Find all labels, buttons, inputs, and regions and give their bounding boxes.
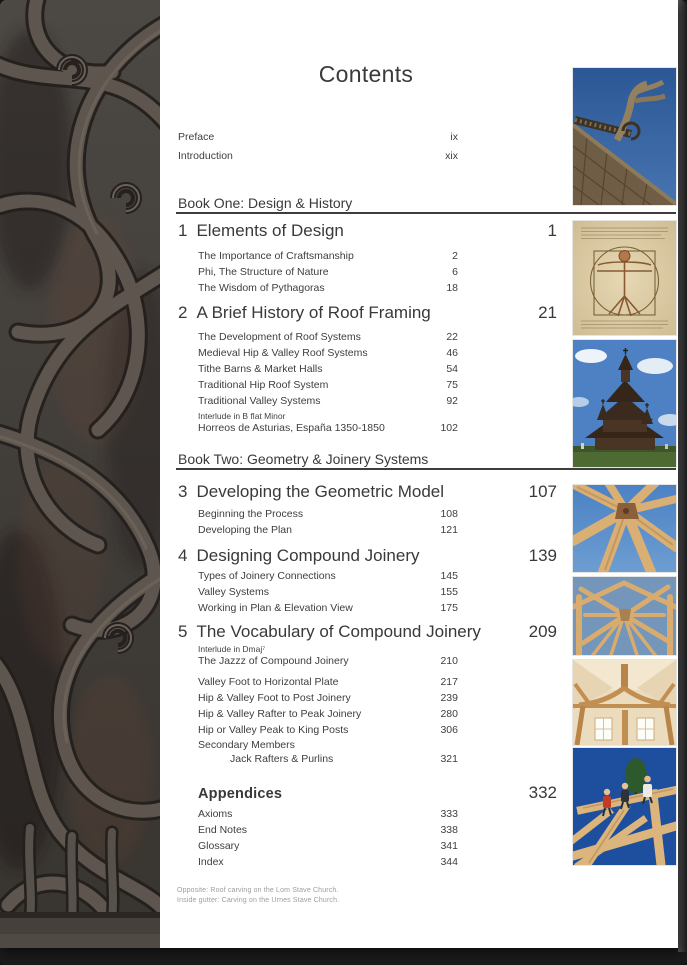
toc-page-number: 210 — [440, 655, 458, 667]
wood-carving-art — [0, 0, 160, 948]
toc-label: Working in Plan & Elevation View — [198, 602, 353, 614]
contents-page — [160, 0, 678, 948]
toc-page-number: 280 — [440, 708, 458, 720]
chapter-3-items — [178, 506, 458, 538]
toc-page-number: 6 — [452, 266, 458, 278]
toc-row — [178, 248, 458, 264]
toc-label: Jack Rafters & Purlins — [230, 753, 334, 765]
appendices-title: Appendices — [198, 786, 283, 802]
toc-label: The Development of Roof Systems — [198, 331, 361, 343]
toc-row — [178, 600, 458, 616]
toc-row — [178, 128, 458, 147]
toc-row — [178, 806, 458, 822]
toc-label: Horreos de Asturias, España 1350-1850 — [198, 422, 385, 434]
toc-page-number: 2 — [452, 250, 458, 262]
toc-page-number: 344 — [440, 856, 458, 868]
page-edge-shadow — [678, 0, 687, 952]
toc-row — [178, 722, 458, 738]
toc-label: Secondary Members — [198, 739, 295, 751]
toc-row — [178, 854, 458, 870]
toc-page-number: 145 — [440, 570, 458, 582]
toc-row — [178, 393, 458, 409]
toc-label: The Importance of Craftsmanship — [198, 250, 354, 262]
toc-row — [178, 361, 458, 377]
toc-page-number: 22 — [446, 331, 458, 343]
toc-label: Valley Foot to Horizontal Plate — [198, 676, 339, 688]
chapter-5-items — [178, 644, 458, 766]
toc-label: Preface — [178, 131, 215, 143]
toc-page-number: 333 — [440, 808, 458, 820]
thumb-timber-interior — [573, 660, 676, 745]
toc-page-number: 46 — [446, 347, 458, 359]
thumb-stave-church — [573, 340, 676, 467]
toc-label: Traditional Hip Roof System — [198, 379, 329, 391]
toc-row — [178, 377, 458, 393]
toc-row — [178, 264, 458, 280]
toc-row — [178, 422, 458, 435]
chapter-title: Developing the Geometric Model — [196, 482, 445, 501]
section-rule — [176, 212, 676, 214]
thumb-peak-joinery — [573, 485, 676, 572]
section-rule — [176, 468, 676, 470]
chapter-2-heading — [178, 302, 557, 323]
chapter-number: 2 — [178, 303, 188, 322]
thumb-vitruvian-man — [573, 221, 676, 335]
interlude-note: Interlude in B flat Minor — [198, 411, 286, 421]
toc-row — [178, 752, 458, 766]
toc-label: Hip or Valley Peak to King Posts — [198, 724, 349, 736]
chapter-page-number: 21 — [538, 303, 557, 322]
chapter-title: A Brief History of Roof Framing — [196, 303, 431, 322]
toc-page-number: 175 — [440, 602, 458, 614]
toc-page-number: 102 — [440, 422, 458, 434]
toc-page-number: 121 — [440, 524, 458, 536]
thumb-frame-raising — [573, 748, 676, 865]
toc-page-number: ix — [450, 131, 458, 143]
thumb-dragon-head-carving — [573, 68, 676, 205]
chapter-page-number: 1 — [547, 221, 557, 240]
appendices-items — [178, 806, 458, 870]
chapter-title: Elements of Design — [196, 221, 344, 240]
chapter-number: 1 — [178, 221, 188, 240]
appendices-heading — [178, 783, 557, 803]
front-matter — [178, 128, 458, 166]
chapter-page-number: 139 — [528, 546, 557, 565]
chapter-4-heading — [178, 545, 557, 566]
toc-row — [178, 147, 458, 166]
book-two-heading: Book Two: Geometry & Joinery Systems — [178, 451, 429, 467]
toc-label: Axioms — [198, 808, 233, 820]
toc-label: Traditional Valley Systems — [198, 395, 321, 407]
caption-line-1: Opposite: Roof carving on the Lom Stave Church. — [177, 887, 339, 894]
toc-row — [178, 506, 458, 522]
toc-label: Valley Systems — [198, 586, 269, 598]
toc-row — [178, 584, 458, 600]
toc-page-number: 155 — [440, 586, 458, 598]
toc-row — [178, 522, 458, 538]
photo-caption — [177, 886, 387, 905]
toc-page-number: 18 — [446, 282, 458, 294]
toc-label: Phi, The Structure of Nature — [198, 266, 329, 278]
chapter-1-heading — [178, 220, 557, 241]
toc-row — [178, 838, 458, 854]
caption-line-2: Inside gutter: Carving on the Urnes Stave Church. — [177, 896, 340, 904]
chapter-4-items — [178, 568, 458, 616]
toc-page-number: 239 — [440, 692, 458, 704]
toc-label: Medieval Hip & Valley Roof Systems — [198, 347, 368, 359]
thumb-roof-frame — [573, 577, 676, 655]
toc-page-number: 54 — [446, 363, 458, 375]
chapter-page-number: 107 — [528, 482, 557, 501]
toc-label: Tithe Barns & Market Halls — [198, 363, 323, 375]
toc-page-number: xix — [445, 150, 458, 162]
toc-row — [178, 280, 458, 296]
chapter-1-items — [178, 248, 458, 296]
page-title: Contents — [318, 61, 414, 87]
toc-page-number: 75 — [446, 379, 458, 391]
toc-row — [178, 690, 458, 706]
toc-row — [178, 345, 458, 361]
toc-label: Introduction — [178, 150, 233, 162]
toc-label: Types of Joinery Connections — [198, 570, 336, 582]
toc-row — [178, 655, 458, 668]
chapter-number: 5 — [178, 622, 188, 641]
toc-row — [178, 822, 458, 838]
chapter-number: 3 — [178, 482, 188, 501]
chapter-title: Designing Compound Joinery — [196, 546, 420, 565]
toc-label: Hip & Valley Rafter to Peak Joinery — [198, 708, 362, 720]
toc-row — [178, 706, 458, 722]
interlude-note: Interlude in Dmaj⁷ — [198, 644, 266, 654]
toc-label: Glossary — [198, 840, 240, 852]
toc-row — [178, 568, 458, 584]
toc-label: Developing the Plan — [198, 524, 292, 536]
toc-row — [178, 674, 458, 690]
toc-label: Hip & Valley Foot to Post Joinery — [198, 692, 351, 704]
toc-page-number: 92 — [446, 395, 458, 407]
chapter-title: The Vocabulary of Compound Joinery — [196, 622, 481, 641]
chapter-page-number: 209 — [528, 622, 557, 641]
toc-label: Index — [198, 856, 224, 868]
toc-page-number: 108 — [440, 508, 458, 520]
book-one-heading: Book One: Design & History — [178, 195, 353, 211]
toc-row — [178, 738, 458, 752]
toc-page-number: 338 — [440, 824, 458, 836]
chapter-3-heading — [178, 481, 557, 502]
chapter-5-heading — [178, 621, 557, 642]
toc-row — [178, 329, 458, 345]
toc-label: End Notes — [198, 824, 248, 836]
toc-page-number: 306 — [440, 724, 458, 736]
toc-page-number: 341 — [440, 840, 458, 852]
toc-label: Beginning the Process — [198, 508, 304, 520]
toc-page-number: 321 — [440, 753, 458, 765]
appendices-page-number: 332 — [528, 783, 557, 802]
chapter-2-items — [178, 329, 458, 435]
toc-label: The Wisdom of Pythagoras — [198, 282, 325, 294]
toc-label: The Jazzz of Compound Joinery — [198, 655, 349, 667]
toc-page-number: 217 — [440, 676, 458, 688]
stave-church-carving-photo — [0, 0, 160, 948]
chapter-number: 4 — [178, 546, 188, 565]
